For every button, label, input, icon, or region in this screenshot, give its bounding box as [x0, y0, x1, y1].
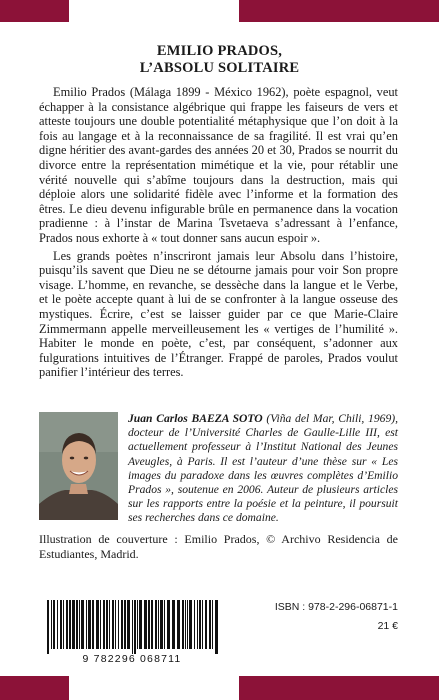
paragraph-2: Les grands poètes n’inscriront jamais leur Absolu dans l’histoire, puisqu’ils savent que Dieu ne se détourne jamais pour voir Son propre visage. L’homme, en revanche, se dessèche dans la langue et le Verbe, et le poète accepte quant à lui de se confronter à la langue osseuse des mystiques. Écrire, c’est se laisser guider par ce que Marie-Claire Zimmermann appelle merveilleusement les « vertiges de l’humilité ». Habiter le monde en poète, c’est, par conséquent, s’adonner aux fulgurations intuitives de l’Étranger. Frappé de paroles, Prados voulut panifier l’intérieur des terres. — [39, 248, 398, 380]
barcode-bar — [60, 600, 62, 649]
barcode-bar — [194, 600, 195, 649]
barcode-bar — [72, 600, 75, 649]
barcode-bar — [118, 600, 119, 649]
price: 21 € — [377, 620, 398, 632]
barcode-bar — [66, 600, 68, 649]
barcode-bar — [112, 600, 114, 649]
barcode-bar — [197, 600, 198, 649]
barcode-bar — [160, 600, 163, 649]
author-portrait-image — [39, 412, 118, 520]
top-left-color-bar — [0, 0, 69, 22]
barcode-bar — [202, 600, 203, 649]
bottom-left-color-bar — [0, 676, 69, 700]
barcode-bar — [100, 600, 101, 649]
barcode-bar — [69, 600, 71, 649]
barcode-bar — [47, 600, 49, 654]
barcode-bar — [92, 600, 94, 649]
barcode-bar — [81, 600, 84, 649]
barcode-bar — [79, 600, 80, 649]
author-bio — [128, 412, 398, 526]
paragraph-1: Emilio Prados (Málaga 1899 - México 1962), poète espagnol, veut échapper à la consistance algébrique qui frappe les faiseurs de vers et atteste toujours une double potentialité métaphysique que l’on doit à la fois au langage et à la reconnaissance de sa fragilité. Il est vrai qu’en digne héritier des avant-gardes des années 20 et 30, Prados se nourrit du divorce entre la représentation mimétique et la vie, pour rétablir une vérité nouvelle qui s’abîme toujours dans la destruction, mais qui déploie alors une solidarité fidèle avec l’informe et la formation des êtres. Le dieu devenu infigurable brûle en permanence dans la vocation pradienne : à l’instar de Marina Tsvetaeva s’adressant à l’enfance, Prados nous exhorte à « tout donner sans aucun espoir ». — [39, 85, 398, 245]
barcode-bar — [121, 600, 123, 649]
author-name: Juan Carlos BAEZA SOTO — [128, 412, 263, 425]
barcode-bar — [189, 600, 192, 649]
barcode-bar — [132, 600, 133, 654]
barcode-bar — [76, 600, 78, 649]
barcode-bar — [115, 600, 116, 649]
barcode-bar — [167, 600, 170, 649]
barcode-bar — [137, 600, 138, 649]
barcode-bar — [88, 600, 91, 649]
barcode-bar — [172, 600, 175, 649]
barcode-bar — [96, 600, 99, 649]
barcode-bar — [109, 600, 110, 649]
barcode-bar — [205, 600, 207, 649]
barcode-bar — [144, 600, 147, 649]
barcode-bar — [63, 600, 64, 649]
book-title — [0, 43, 439, 77]
title-line-1: EMILIO PRADOS, — [156, 43, 283, 59]
title-line-2: L’ABSOLU SOLITAIRE — [139, 60, 300, 76]
barcode-bar — [155, 600, 157, 649]
barcode-bar — [199, 600, 201, 649]
barcode-bar — [57, 600, 58, 649]
author-photo — [39, 412, 118, 520]
barcode-bar — [124, 600, 126, 649]
barcode-bar — [134, 600, 136, 654]
back-cover-text — [39, 85, 398, 380]
barcode-bar — [215, 600, 218, 654]
barcode-bar — [127, 600, 130, 649]
barcode-bar — [51, 600, 52, 649]
barcode-bar — [139, 600, 142, 649]
barcode-bar — [182, 600, 184, 649]
barcode-bar — [158, 600, 159, 649]
bottom-right-color-bar — [239, 676, 439, 700]
barcode-bar — [106, 600, 108, 649]
barcode-bar — [103, 600, 105, 649]
barcode-bar — [53, 600, 55, 649]
barcode-bar — [86, 600, 87, 649]
isbn-number: ISBN : 978-2-296-06871-1 — [274, 601, 398, 613]
author-bio-text: (Viña del Mar, Chili, 1969), docteur de l’Université Charles de Gaulle-Lille III, est actuellement professeur à l’Institut National des Jeunes Aveugles, à Paris. Il est l’auteur d’une thèse sur « Les images du paradoxe dans les œuvres complètes d’Emilio Prados », soutenue en 2006. Auteur de plusieurs articles sur les rapports entre la poésie et la peinture, il poursuit ses recherches dans ce domaine. — [128, 412, 398, 525]
barcode-digits: 9 782296 068711 — [82, 653, 182, 665]
top-right-color-bar — [239, 0, 439, 22]
cover-illustration-credit: Illustration de couverture : Emilio Prados, © Archivo Residencia de Estudiantes, Madrid. — [39, 532, 398, 561]
barcode-bar — [209, 600, 211, 649]
barcode-bar — [151, 600, 153, 649]
barcode-bar — [187, 600, 188, 649]
barcode-bar — [148, 600, 150, 649]
barcode-bar — [212, 600, 213, 649]
barcode-bar — [185, 600, 186, 649]
barcode-bar — [177, 600, 180, 649]
barcode-bar — [164, 600, 165, 649]
isbn-barcode — [39, 598, 225, 666]
